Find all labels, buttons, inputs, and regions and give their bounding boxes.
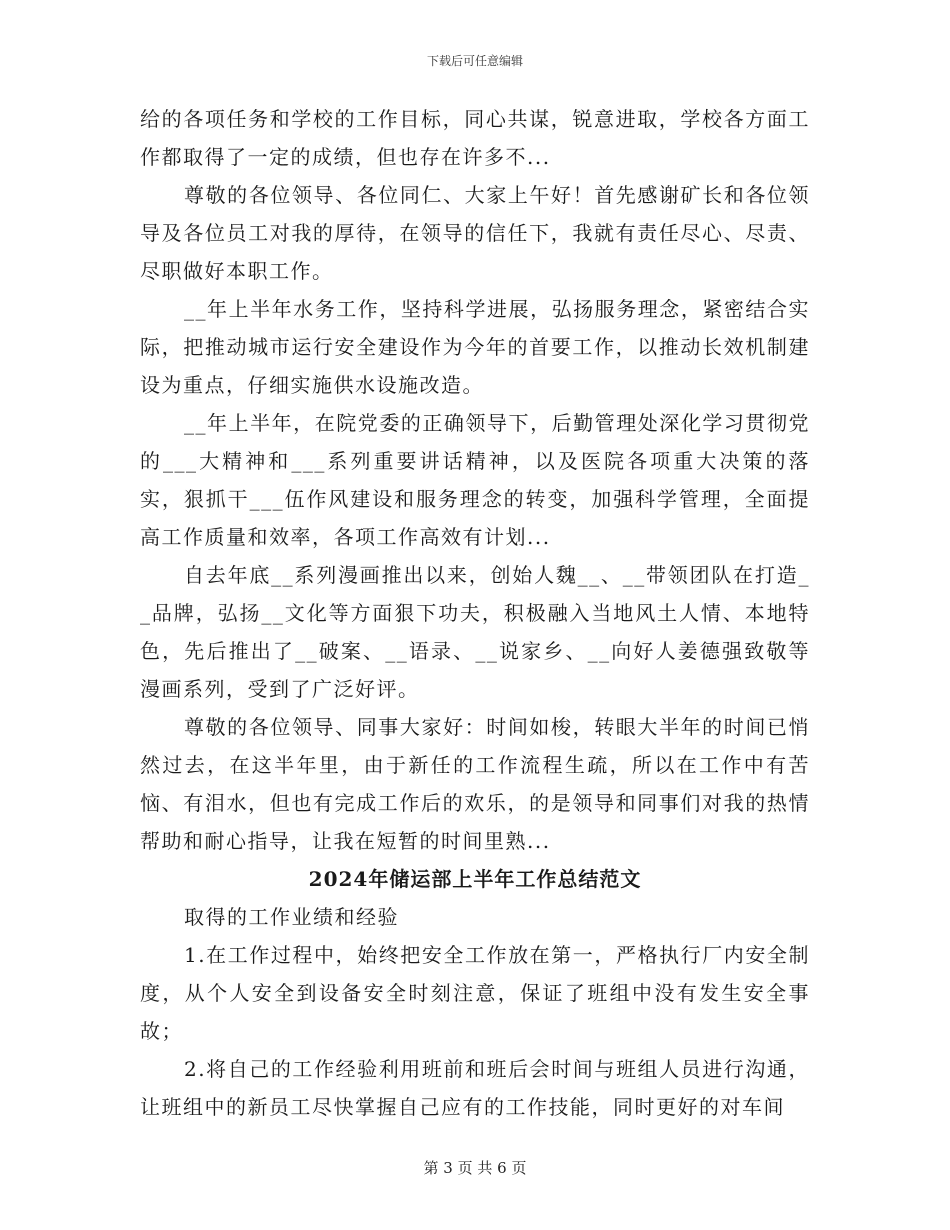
paragraph-5: 自去年底__系列漫画推出以来，创始人魏__、__带领团队在打造__品牌，弘扬__文化等方面狠下功夫，积极融入当地风土人情、本地特色，先后推出了__破案、__语录、__说家乡、__向好人姜德强致敬等漫画系列，受到了广泛好评。: [140, 563, 810, 701]
section-paragraph-1: 取得的工作业绩和经验: [184, 905, 399, 929]
section-paragraph-3: 2.将自己的工作经验利用班前和班后会时间与班组人员进行沟通，让班组中的新员工尽快掌握自己应有的工作技能，同时更好的对车间: [140, 1057, 810, 1119]
paragraph-3: __年上半年水务工作，坚持科学进展，弘扬服务理念，紧密结合实际，把推动城市运行安全建设作为今年的首要工作，以推动长效机制建设为重点，仔细实施供水设施改造。: [140, 297, 810, 397]
document-body: [140, 100, 810, 1126]
page-header-note: 下载后可任意编辑: [426, 54, 523, 68]
paragraph-6: 尊敬的各位领导、同事大家好：时间如梭，转眼大半年的时间已悄然过去，在这半年里，由于新任的工作流程生疏，所以在工作中有苦恼、有泪水，但也有完成工作后的欢乐，的是领导和同事们对我的热情帮助和耐心指导，让我在短暂的时间里熟...: [140, 715, 810, 853]
paragraph-4: __年上半年，在院党委的正确领导下，后勤管理处深化学习贯彻党的___大精神和___系列重要讲话精神，以及医院各项重大决策的落实，狠抓干___伍作风建设和服务理念的转变，加强科学管理，全面提高工作质量和效率，各项工作高效有计划...: [140, 411, 810, 549]
page-number-footer: 第 3 页 共 6 页: [423, 1159, 527, 1177]
paragraph-1: 给的各项任务和学校的工作目标，同心共谋，锐意进取，学校各方面工作都取得了一定的成绩，但也存在许多不...: [140, 107, 810, 169]
document-title: 2024年储运部上半年工作总结范文: [308, 867, 642, 891]
paragraph-2: 尊敬的各位领导、各位同仁、大家上午好！首先感谢矿长和各位领导及各位员工对我的厚待，在领导的信任下，我就有责任尽心、尽责、尽职做好本职工作。: [140, 183, 810, 283]
section-paragraph-2: 1.在工作过程中，始终把安全工作放在第一，严格执行厂内安全制度，从个人安全到设备安全时刻注意，保证了班组中没有发生安全事故；: [140, 943, 810, 1043]
